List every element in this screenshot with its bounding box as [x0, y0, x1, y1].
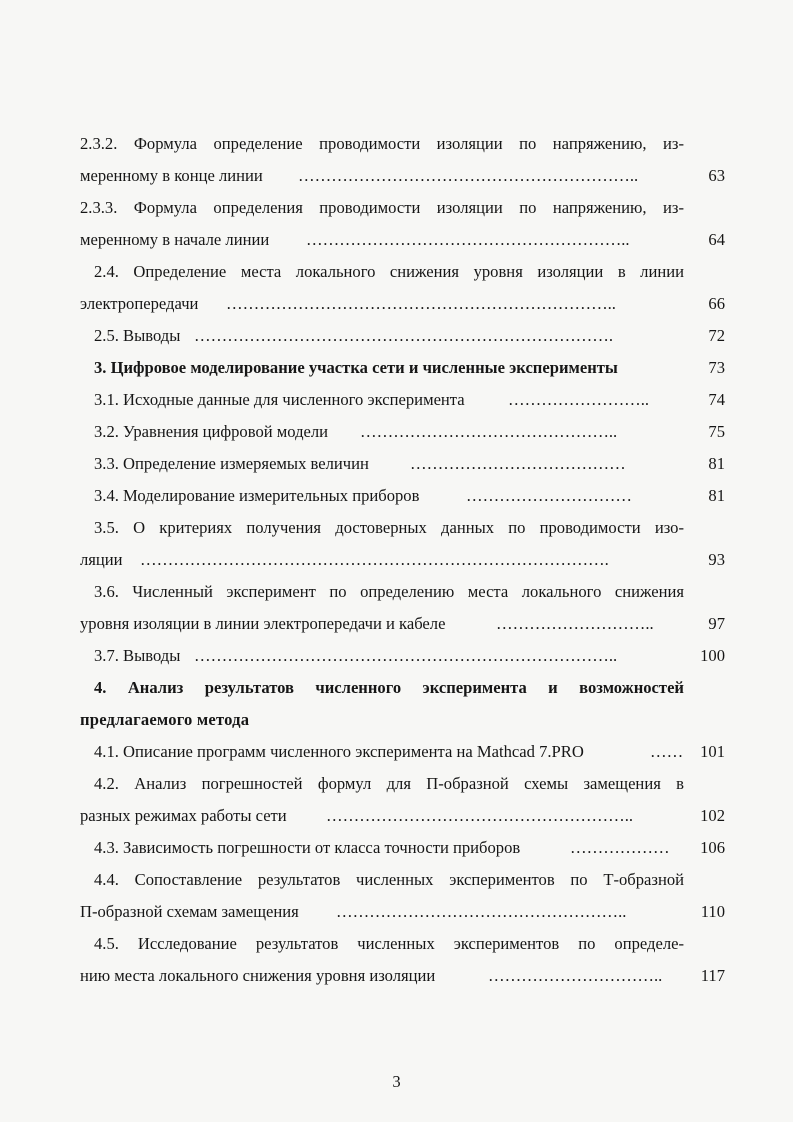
toc-entry-2-4-cont [80, 289, 725, 319]
toc-entry-text: уровня изоляции в линии электропередачи и кабеле [80, 614, 446, 633]
toc-entry-text: 4.2. Анализ погрешностей формул для П-образной схемы замещения в [94, 774, 684, 793]
toc-entry-3-6-cont [80, 609, 725, 639]
toc-entry-4-2-cont [80, 801, 725, 831]
toc-entry-3-7 [80, 641, 725, 671]
toc-leader: ………………………………… [410, 454, 626, 473]
toc-entry-2-4 [80, 257, 725, 287]
toc-entry-3-2 [80, 417, 725, 447]
toc-page-number: 74 [708, 390, 725, 409]
toc-leader: …………………………………………………………………………. [140, 550, 609, 569]
toc-entry-text: П-образной схемам замещения [80, 902, 299, 921]
toc-entry-text: разных режимах работы сети [80, 806, 287, 825]
toc-page-number: 110 [700, 902, 725, 921]
toc-entry-4-2 [80, 769, 725, 799]
toc-entry-4-5-cont [80, 961, 725, 991]
toc-entry-3-5-cont [80, 545, 725, 575]
toc-entry-2-3-3 [80, 193, 725, 223]
toc-entry-4-5 [80, 929, 725, 959]
toc-leader: ……………… [570, 838, 670, 857]
toc-page-number: 75 [708, 422, 725, 441]
toc-entry-text: предлагаемого метода [80, 710, 250, 729]
toc-page-number: 73 [708, 358, 725, 377]
toc-entry-4-3 [80, 833, 725, 863]
toc-page-number: 64 [708, 230, 725, 249]
toc-entry-text: 4. Анализ результатов численного эксперимента и возможностей [94, 678, 684, 697]
toc-page-number: 63 [708, 166, 725, 185]
toc-leader: ……………………………………………….. [326, 806, 633, 825]
toc-chapter-4 [80, 673, 725, 703]
toc-leader: …………………………………………………………………. [194, 326, 613, 345]
toc-page-number: 72 [708, 326, 725, 345]
toc-entry-text: 4.1. Описание программ численного эксперимента на Mathcad 7.PRO [94, 742, 584, 761]
toc-entry-3-4 [80, 481, 725, 511]
toc-entry-3-5 [80, 513, 725, 543]
toc-entry-2-3-2-cont [80, 161, 725, 191]
toc-entry-3-3 [80, 449, 725, 479]
toc-entry-3-1 [80, 385, 725, 415]
toc-entry-text: 3.4. Моделирование измерительных приборов [94, 486, 420, 505]
toc-entry-text: 2.4. Определение места локального снижения уровня изоляции в линии [94, 262, 684, 281]
toc-chapter-3 [80, 353, 725, 383]
toc-entry-text: 3. Цифровое моделирование участка сети и численные эксперименты [94, 358, 618, 377]
toc-page-number: 81 [708, 486, 725, 505]
toc-entry-text: меренному в начале линии [80, 230, 270, 249]
toc-leader: ………………………… [466, 486, 632, 505]
toc-page-number: 97 [708, 614, 725, 633]
toc-entry-text: 3.6. Численный эксперимент по определению места локального снижения [94, 582, 684, 601]
toc-leader: ……………………….. [496, 614, 654, 633]
toc-entry-text: 3.5. О критериях получения достоверных данных по проводимости изо- [94, 518, 684, 537]
toc-entry-text: 4.3. Зависимость погрешности от класса точности приборов [94, 838, 521, 857]
toc-leader: …………………………………………….. [336, 902, 627, 921]
toc-entry-text: 3.1. Исходные данные для численного эксперимента [94, 390, 465, 409]
toc-entry-text: 3.7. Выводы [94, 646, 181, 665]
toc-entry-4-4 [80, 865, 725, 895]
toc-leader: ………………………….. [488, 966, 663, 985]
toc-page-number: 81 [708, 454, 725, 473]
toc-page-number: 101 [700, 742, 725, 761]
toc-page-number: 66 [708, 294, 725, 313]
toc-entry-text: нию места локального снижения уровня изоляции [80, 966, 436, 985]
toc-leader: …………………….. [508, 390, 650, 409]
toc-leader: …………………………………………………….. [298, 166, 639, 185]
toc-entry-4-1 [80, 737, 725, 767]
toc-entry-text: 4.5. Исследование результатов численных экспериментов по определе- [94, 934, 684, 953]
toc-entry-text: электропередачи [80, 294, 199, 313]
toc-entry-text: ляции [80, 550, 123, 569]
toc-page-number: 100 [700, 646, 725, 665]
toc-entry-2-5 [80, 321, 725, 351]
toc-page-number: 102 [700, 806, 725, 825]
toc-chapter-4-cont [80, 705, 725, 735]
toc-entry-2-3-3-cont [80, 225, 725, 255]
toc-entry-2-3-2 [80, 129, 725, 159]
toc-entry-text: 4.4. Сопоставление результатов численных экспериментов по Т-образной [94, 870, 684, 889]
toc-entry-text: 3.2. Уравнения цифровой модели [94, 422, 329, 441]
toc-page-number: 106 [700, 838, 725, 857]
toc-entry-text: 2.3.2. Формула определение проводимости изоляции по напряжению, из- [80, 134, 684, 153]
toc-entry-4-4-cont [80, 897, 725, 927]
toc-entry-text: 2.3.3. Формула определения проводимости изоляции по напряжению, из- [80, 198, 684, 217]
toc-leader: ………………………………………………………………….. [194, 646, 618, 665]
toc-leader: …………………………………………………………….. [226, 294, 616, 313]
toc-entry-text: 3.3. Определение измеряемых величин [94, 454, 369, 473]
toc-leader: ……………………………………….. [360, 422, 618, 441]
toc-leader: ………………………………………………….. [306, 230, 630, 249]
toc-page-number: 93 [708, 550, 725, 569]
toc-leader: …… [650, 742, 684, 761]
toc-entry-3-6 [80, 577, 725, 607]
page-number: 3 [392, 1072, 401, 1091]
toc-page-number: 117 [700, 966, 725, 985]
toc-entry-text: меренному в конце линии [80, 166, 263, 185]
toc-entry-text: 2.5. Выводы [94, 326, 181, 345]
